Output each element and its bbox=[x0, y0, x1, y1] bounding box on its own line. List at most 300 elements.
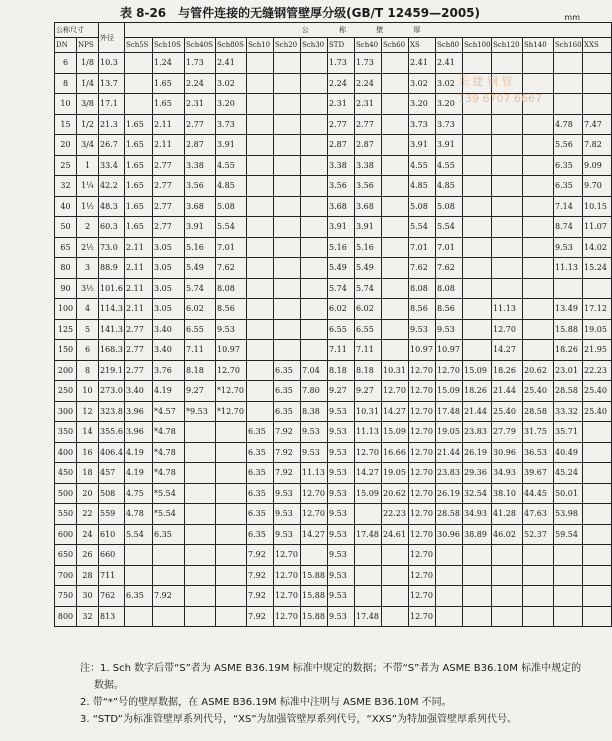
thickness-cell: 3.73 bbox=[216, 114, 247, 135]
thickness-cell: 10.31 bbox=[382, 360, 409, 381]
thickness-cell: 8.56 bbox=[436, 299, 463, 320]
sch-header: Sch40S bbox=[185, 38, 216, 53]
thickness-cell: 5.74 bbox=[185, 278, 216, 299]
thickness-cell: 9.53 bbox=[328, 504, 355, 525]
dn-cell: 700 bbox=[55, 565, 77, 586]
thickness-cell: 10.97 bbox=[409, 340, 436, 361]
od-cell: 10.3 bbox=[99, 53, 125, 74]
thickness-cell: 7.92 bbox=[274, 422, 301, 443]
table-head bbox=[55, 23, 612, 53]
thickness-cell: 5.56 bbox=[554, 135, 583, 156]
thickness-cell bbox=[523, 155, 554, 176]
thickness-cell bbox=[274, 258, 301, 279]
thickness-cell: 4.78 bbox=[554, 114, 583, 135]
thickness-cell bbox=[301, 258, 328, 279]
sch-header: STD bbox=[328, 38, 355, 53]
thickness-cell bbox=[216, 524, 247, 545]
table-row bbox=[55, 319, 612, 340]
thickness-cell bbox=[492, 278, 523, 299]
thickness-cell bbox=[523, 114, 554, 135]
thickness-cell bbox=[554, 278, 583, 299]
od-header: 外径 bbox=[99, 23, 125, 53]
table-row bbox=[55, 565, 612, 586]
thickness-cell bbox=[554, 565, 583, 586]
sch-header: Sch100 bbox=[463, 38, 492, 53]
thickness-cell: 21.44 bbox=[463, 401, 492, 422]
thickness-cell bbox=[382, 155, 409, 176]
dn-cell: 80 bbox=[55, 258, 77, 279]
dn-cell: 32 bbox=[55, 176, 77, 197]
sch-header: Sch40 bbox=[355, 38, 382, 53]
thickness-cell: *12.70 bbox=[216, 401, 247, 422]
od-cell: 73.0 bbox=[99, 237, 125, 258]
thickness-cell: 9.53 bbox=[328, 483, 355, 504]
thickness-cell: 9.53 bbox=[274, 483, 301, 504]
thickness-cell: 12.70 bbox=[409, 422, 436, 443]
thickness-cell: 18.26 bbox=[492, 360, 523, 381]
thickness-cell bbox=[492, 176, 523, 197]
table-row bbox=[55, 258, 612, 279]
dn-cell: 8 bbox=[55, 73, 77, 94]
thickness-cell: 3.91 bbox=[355, 217, 382, 238]
thickness-cell: 6.35 bbox=[125, 586, 153, 607]
thickness-cell: 5.74 bbox=[355, 278, 382, 299]
thickness-cell: 34.93 bbox=[463, 504, 492, 525]
thickness-cell bbox=[583, 524, 612, 545]
thickness-cell bbox=[583, 53, 612, 74]
thickness-cell bbox=[125, 73, 153, 94]
thickness-cell: 2.77 bbox=[125, 340, 153, 361]
thickness-cell bbox=[216, 483, 247, 504]
thickness-cell: 3.05 bbox=[153, 299, 185, 320]
thickness-cell: 6.55 bbox=[185, 319, 216, 340]
sch-header: Sch80S bbox=[216, 38, 247, 53]
thickness-cell: 7.62 bbox=[436, 258, 463, 279]
thickness-cell: 12.70 bbox=[409, 463, 436, 484]
thickness-cell: 2.11 bbox=[125, 278, 153, 299]
thickness-cell bbox=[247, 155, 274, 176]
thickness-cell bbox=[274, 94, 301, 115]
notes bbox=[80, 660, 585, 728]
thickness-cell: 5.74 bbox=[328, 278, 355, 299]
thickness-cell: 5.08 bbox=[216, 196, 247, 217]
nps-cell: 12 bbox=[77, 401, 99, 422]
thickness-cell bbox=[301, 545, 328, 566]
thickness-cell bbox=[382, 545, 409, 566]
thickness-cell bbox=[355, 545, 382, 566]
table-row bbox=[55, 217, 612, 238]
thickness-cell: 7.82 bbox=[583, 135, 612, 156]
thickness-cell bbox=[274, 114, 301, 135]
thickness-cell bbox=[382, 278, 409, 299]
thickness-cell: 35.71 bbox=[554, 422, 583, 443]
thickness-cell bbox=[523, 299, 554, 320]
thickness-cell bbox=[382, 73, 409, 94]
thickness-cell: 12.70 bbox=[216, 360, 247, 381]
dn-cell: 750 bbox=[55, 586, 77, 607]
thickness-cell bbox=[382, 237, 409, 258]
thickness-cell bbox=[583, 565, 612, 586]
nps-cell: 18 bbox=[77, 463, 99, 484]
thickness-cell: 12.70 bbox=[301, 483, 328, 504]
thickness-cell: 25.40 bbox=[492, 401, 523, 422]
thickness-cell bbox=[216, 442, 247, 463]
thickness-cell: 2.77 bbox=[153, 155, 185, 176]
thickness-cell: 12.70 bbox=[409, 504, 436, 525]
thickness-cell: 1.73 bbox=[355, 53, 382, 74]
thickness-cell: 8.56 bbox=[409, 299, 436, 320]
thickness-cell: 2.24 bbox=[185, 73, 216, 94]
thickness-cell: 9.27 bbox=[185, 381, 216, 402]
thickness-cell: 9.53 bbox=[301, 442, 328, 463]
thickness-cell: 12.70 bbox=[274, 606, 301, 627]
dn-cell: 450 bbox=[55, 463, 77, 484]
thickness-cell: 15.88 bbox=[301, 586, 328, 607]
od-cell: 813 bbox=[99, 606, 125, 627]
thickness-cell: 31.75 bbox=[523, 422, 554, 443]
thickness-cell: 36.53 bbox=[523, 442, 554, 463]
thickness-cell bbox=[185, 606, 216, 627]
od-cell: 219.1 bbox=[99, 360, 125, 381]
thickness-cell bbox=[382, 565, 409, 586]
dn-cell: 50 bbox=[55, 217, 77, 238]
thickness-cell bbox=[216, 504, 247, 525]
thickness-cell bbox=[216, 463, 247, 484]
od-cell: 60.3 bbox=[99, 217, 125, 238]
thickness-cell bbox=[301, 53, 328, 74]
thickness-cell: *4.78 bbox=[153, 442, 185, 463]
thickness-cell bbox=[247, 94, 274, 115]
thickness-cell: 7.01 bbox=[436, 237, 463, 258]
thickness-cell: 9.53 bbox=[328, 565, 355, 586]
thickness-cell bbox=[274, 237, 301, 258]
thickness-cell: 3.56 bbox=[185, 176, 216, 197]
thickness-cell bbox=[463, 155, 492, 176]
watermark-phone: 139 6707 6667 bbox=[458, 92, 542, 105]
thickness-cell bbox=[382, 94, 409, 115]
dn-cell: 10 bbox=[55, 94, 77, 115]
thickness-cell: 21.44 bbox=[492, 381, 523, 402]
thickness-cell: 27.79 bbox=[492, 422, 523, 443]
od-cell: 406.4 bbox=[99, 442, 125, 463]
table-row bbox=[55, 53, 612, 74]
od-cell: 660 bbox=[99, 545, 125, 566]
thickness-cell bbox=[583, 73, 612, 94]
thickness-cell: 5.16 bbox=[328, 237, 355, 258]
thickness-cell: 2.11 bbox=[153, 135, 185, 156]
thickness-cell: 39.67 bbox=[523, 463, 554, 484]
thickness-cell: 5.49 bbox=[328, 258, 355, 279]
thickness-cell: 2.77 bbox=[125, 360, 153, 381]
thickness-cell: 5.49 bbox=[185, 258, 216, 279]
thickness-cell: 7.92 bbox=[274, 442, 301, 463]
sch-header: Sch60 bbox=[382, 38, 409, 53]
thickness-cell: 8.38 bbox=[301, 401, 328, 422]
thickness-cell: 12.70 bbox=[274, 565, 301, 586]
thickness-cell bbox=[247, 299, 274, 320]
dn-cell: 100 bbox=[55, 299, 77, 320]
thickness-cell: 3.91 bbox=[185, 217, 216, 238]
od-cell: 168.3 bbox=[99, 340, 125, 361]
thickness-cell: 15.09 bbox=[382, 422, 409, 443]
thickness-cell: 12.70 bbox=[409, 545, 436, 566]
thickness-cell: 3.05 bbox=[153, 237, 185, 258]
thickness-cell: 28.58 bbox=[523, 401, 554, 422]
thickness-cell: 3.73 bbox=[409, 114, 436, 135]
thickness-cell bbox=[382, 258, 409, 279]
thickness-cell: 13.49 bbox=[554, 299, 583, 320]
thickness-cell: 5.16 bbox=[185, 237, 216, 258]
thickness-cell: 14.27 bbox=[492, 340, 523, 361]
nps-cell: 3/4 bbox=[77, 135, 99, 156]
thickness-cell: 3.02 bbox=[216, 73, 247, 94]
nps-cell: 8 bbox=[77, 360, 99, 381]
table-row bbox=[55, 299, 612, 320]
thickness-cell bbox=[382, 53, 409, 74]
thickness-cell: 47.63 bbox=[523, 504, 554, 525]
thickness-cell: 34.93 bbox=[492, 463, 523, 484]
thickness-cell: 10.15 bbox=[583, 196, 612, 217]
thickness-cell: *4.78 bbox=[153, 422, 185, 443]
thickness-cell: 11.13 bbox=[301, 463, 328, 484]
thickness-cell: 3.05 bbox=[153, 278, 185, 299]
thickness-cell: 41.28 bbox=[492, 504, 523, 525]
thickness-cell: 26.19 bbox=[436, 483, 463, 504]
thickness-cell bbox=[247, 278, 274, 299]
thickness-cell bbox=[247, 319, 274, 340]
thickness-cell: 6.55 bbox=[328, 319, 355, 340]
thickness-cell bbox=[301, 319, 328, 340]
thickness-cell bbox=[274, 176, 301, 197]
thickness-cell: 6.35 bbox=[274, 401, 301, 422]
od-cell: 762 bbox=[99, 586, 125, 607]
thickness-cell: 10.97 bbox=[216, 340, 247, 361]
nps-cell: 1/2 bbox=[77, 114, 99, 135]
thickness-cell: 7.11 bbox=[328, 340, 355, 361]
thickness-cell: 6.02 bbox=[185, 299, 216, 320]
thickness-cell: 7.01 bbox=[216, 237, 247, 258]
thickness-cell bbox=[382, 135, 409, 156]
thickness-cell bbox=[463, 53, 492, 74]
thickness-cell: 12.70 bbox=[409, 606, 436, 627]
thickness-cell: 15.09 bbox=[355, 483, 382, 504]
thickness-cell bbox=[355, 586, 382, 607]
thickness-cell bbox=[523, 135, 554, 156]
thickness-cell: 23.83 bbox=[463, 422, 492, 443]
thickness-cell: 7.92 bbox=[247, 586, 274, 607]
thickness-cell bbox=[436, 606, 463, 627]
thickness-cell: 5.16 bbox=[355, 237, 382, 258]
thickness-cell: 17.12 bbox=[583, 299, 612, 320]
thickness-cell: 6.35 bbox=[247, 442, 274, 463]
thickness-cell: 4.19 bbox=[125, 463, 153, 484]
thickness-cell: 7.80 bbox=[301, 381, 328, 402]
thickness-cell bbox=[523, 176, 554, 197]
thickness-cell: 38.10 bbox=[492, 483, 523, 504]
thickness-cell bbox=[463, 258, 492, 279]
od-cell: 559 bbox=[99, 504, 125, 525]
thickness-cell bbox=[355, 504, 382, 525]
thickness-cell: 2.31 bbox=[355, 94, 382, 115]
thickness-cell: 52.37 bbox=[523, 524, 554, 545]
table-row bbox=[55, 155, 612, 176]
thickness-cell bbox=[247, 217, 274, 238]
thickness-cell: 25.40 bbox=[523, 381, 554, 402]
thickness-cell: 15.88 bbox=[554, 319, 583, 340]
thickness-cell: 11.07 bbox=[583, 217, 612, 238]
od-cell: 610 bbox=[99, 524, 125, 545]
thickness-cell: 3.20 bbox=[216, 94, 247, 115]
thickness-cell: 5.54 bbox=[216, 217, 247, 238]
thickness-cell: 20.62 bbox=[523, 360, 554, 381]
thickness-cell: 9.09 bbox=[583, 155, 612, 176]
thickness-cell bbox=[125, 565, 153, 586]
thickness-cell: 4.19 bbox=[153, 381, 185, 402]
thickness-cell: 1.65 bbox=[125, 176, 153, 197]
thickness-cell: 3.96 bbox=[125, 422, 153, 443]
thickness-cell: 11.13 bbox=[554, 258, 583, 279]
thickness-cell: 15.88 bbox=[301, 565, 328, 586]
thickness-cell: 9.53 bbox=[301, 422, 328, 443]
thickness-cell bbox=[463, 319, 492, 340]
title-row bbox=[0, 3, 600, 21]
thickness-cell: 7.47 bbox=[583, 114, 612, 135]
thickness-cell: 2.41 bbox=[216, 53, 247, 74]
thickness-cell: 12.70 bbox=[409, 483, 436, 504]
thickness-cell bbox=[355, 565, 382, 586]
thickness-cell bbox=[463, 114, 492, 135]
thickness-cell: 28.58 bbox=[436, 504, 463, 525]
thickness-cell: 1.65 bbox=[153, 94, 185, 115]
nps-cell: 30 bbox=[77, 586, 99, 607]
thickness-cell: 12.70 bbox=[355, 442, 382, 463]
thickness-cell: 3.91 bbox=[216, 135, 247, 156]
od-cell: 101.6 bbox=[99, 278, 125, 299]
thickness-cell bbox=[463, 196, 492, 217]
thickness-cell bbox=[185, 545, 216, 566]
thickness-cell bbox=[216, 422, 247, 443]
table-row bbox=[55, 483, 612, 504]
thickness-cell: 12.70 bbox=[409, 401, 436, 422]
nominal-size-header: 公称尺寸 bbox=[55, 23, 99, 38]
thickness-cell: 1.65 bbox=[125, 196, 153, 217]
thickness-cell bbox=[301, 278, 328, 299]
nps-cell: 24 bbox=[77, 524, 99, 545]
thickness-cell: 17.48 bbox=[436, 401, 463, 422]
thickness-cell: 3.91 bbox=[436, 135, 463, 156]
thickness-cell: 18.26 bbox=[554, 340, 583, 361]
thickness-cell bbox=[463, 237, 492, 258]
thickness-cell: 3.68 bbox=[185, 196, 216, 217]
od-cell: 355.6 bbox=[99, 422, 125, 443]
thickness-cell: 1.73 bbox=[328, 53, 355, 74]
table-row bbox=[55, 442, 612, 463]
thickness-cell: 2.77 bbox=[153, 176, 185, 197]
thickness-cell: 3.38 bbox=[185, 155, 216, 176]
sch-header: Sch10 bbox=[247, 38, 274, 53]
table-row bbox=[55, 176, 612, 197]
od-cell: 508 bbox=[99, 483, 125, 504]
thickness-cell bbox=[492, 114, 523, 135]
thickness-cell: 9.70 bbox=[583, 176, 612, 197]
thickness-cell: *12.70 bbox=[216, 381, 247, 402]
thickness-cell bbox=[554, 545, 583, 566]
thickness-cell: 5.54 bbox=[409, 217, 436, 238]
thickness-cell bbox=[274, 135, 301, 156]
thickness-cell bbox=[301, 340, 328, 361]
thickness-cell bbox=[523, 217, 554, 238]
thickness-cell bbox=[583, 463, 612, 484]
thickness-cell bbox=[185, 586, 216, 607]
thickness-cell bbox=[301, 217, 328, 238]
thickness-cell: 25.40 bbox=[583, 381, 612, 402]
thickness-cell: 7.62 bbox=[216, 258, 247, 279]
thickness-cell: 2.77 bbox=[355, 114, 382, 135]
thickness-cell bbox=[583, 504, 612, 525]
thickness-cell bbox=[185, 442, 216, 463]
sch-header: Sch20 bbox=[274, 38, 301, 53]
thickness-cell: 26.19 bbox=[463, 442, 492, 463]
thickness-cell: 10.31 bbox=[355, 401, 382, 422]
thickness-cell: 2.11 bbox=[125, 299, 153, 320]
thickness-cell: 9.53 bbox=[328, 442, 355, 463]
thickness-cell: 2.87 bbox=[355, 135, 382, 156]
thickness-cell bbox=[583, 483, 612, 504]
thickness-cell: 7.62 bbox=[409, 258, 436, 279]
thickness-cell bbox=[382, 196, 409, 217]
thickness-cell: 7.92 bbox=[153, 586, 185, 607]
thickness-cell: 12.70 bbox=[274, 545, 301, 566]
dn-cell: 90 bbox=[55, 278, 77, 299]
nps-cell: 2 bbox=[77, 217, 99, 238]
dn-cell: 600 bbox=[55, 524, 77, 545]
thickness-cell bbox=[523, 340, 554, 361]
wall-thickness-header: 公 称 壁 厚 bbox=[125, 23, 612, 38]
sch-header: Sch80 bbox=[436, 38, 463, 53]
thickness-cell: 3.02 bbox=[436, 73, 463, 94]
thickness-cell: 29.36 bbox=[463, 463, 492, 484]
thickness-cell bbox=[185, 565, 216, 586]
thickness-cell: 5.54 bbox=[436, 217, 463, 238]
thickness-cell: 4.55 bbox=[216, 155, 247, 176]
thickness-cell bbox=[463, 135, 492, 156]
thickness-cell bbox=[274, 155, 301, 176]
od-cell: 273.0 bbox=[99, 381, 125, 402]
thickness-cell bbox=[153, 545, 185, 566]
unit-label: mm bbox=[564, 13, 580, 22]
thickness-cell bbox=[301, 155, 328, 176]
thickness-cell: 20.62 bbox=[382, 483, 409, 504]
thickness-cell bbox=[153, 606, 185, 627]
thickness-cell: 14.02 bbox=[583, 237, 612, 258]
thickness-cell bbox=[463, 278, 492, 299]
nps-cell: 28 bbox=[77, 565, 99, 586]
dn-cell: 350 bbox=[55, 422, 77, 443]
thickness-cell bbox=[554, 53, 583, 74]
nps-cell: 5 bbox=[77, 319, 99, 340]
sch-header: XS bbox=[409, 38, 436, 53]
thickness-cell: 12.70 bbox=[274, 586, 301, 607]
thickness-cell: 1.65 bbox=[153, 73, 185, 94]
table-row bbox=[55, 524, 612, 545]
thickness-cell: 1.24 bbox=[153, 53, 185, 74]
thickness-cell bbox=[185, 463, 216, 484]
dn-cell: 20 bbox=[55, 135, 77, 156]
thickness-cell: 3.73 bbox=[436, 114, 463, 135]
od-cell: 13.7 bbox=[99, 73, 125, 94]
thickness-cell bbox=[463, 606, 492, 627]
nps-cell: 16 bbox=[77, 442, 99, 463]
